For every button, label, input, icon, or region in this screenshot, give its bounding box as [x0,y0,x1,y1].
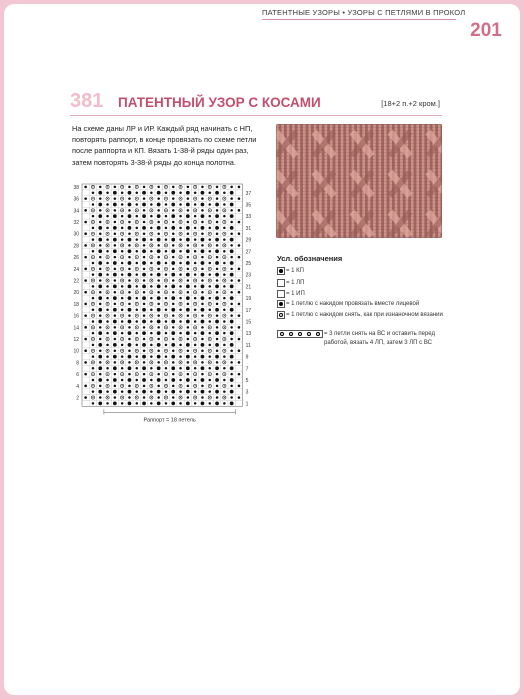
legend-title: Усл. обозначения [277,254,343,263]
purl-symbol-icon [277,267,285,275]
row-number: 11 [245,342,251,349]
yarn-over-knit-symbol-icon [277,300,285,308]
row-number: 23 [245,272,252,279]
row-number: 26 [73,255,79,262]
row-number: 32 [73,220,79,227]
row-number: 17 [245,307,252,314]
cable-cross-symbol-icon [277,330,323,338]
row-number: 10 [73,348,79,355]
row-number: 12 [73,337,79,344]
row-number: 30 [73,231,79,238]
repeat-label: Раппорт = 18 петель [143,417,196,424]
row-number: 20 [73,290,79,297]
row-number: 24 [73,266,79,273]
row-number: 15 [245,319,252,326]
knit-symbol-icon [277,279,285,287]
row-number: 4 [76,383,79,390]
legend-item: = 1 петлю с накидом провязать вместе лицевой [277,300,447,309]
page-number: 201 [470,20,502,41]
row-number: 35 [245,202,252,209]
row-number: 8 [76,360,79,367]
row-number: 14 [73,325,79,332]
running-header: ПАТЕНТНЫЕ УЗОРЫ • УЗОРЫ С ПЕТЛЯМИ В ПРОКОЛ [262,8,466,17]
pattern-number: 381 [70,90,104,112]
row-number: 29 [245,237,252,244]
row-number: 2 [76,395,79,402]
row-number: 31 [245,225,252,232]
row-number: 13 [245,331,252,338]
row-number: 16 [73,313,79,320]
yarn-over-slip-symbol-icon [277,311,285,319]
row-number: 7 [245,366,249,373]
row-number: 22 [73,278,79,285]
knit-texture-image [276,124,442,238]
row-number: 18 [73,301,79,308]
row-number: 36 [73,196,79,203]
row-number: 38 [73,184,79,191]
legend-item: = 1 КП [277,267,304,276]
legend-item: = 1 ИП [277,290,305,299]
header-rule [262,19,456,20]
row-number: 9 [245,354,249,361]
row-number: 3 [245,389,249,396]
row-number: 28 [73,243,79,250]
knit-sample-photo [276,124,442,238]
knitting-chart [70,183,270,433]
row-number: 34 [73,208,79,215]
row-number: 6 [76,372,79,379]
row-number: 27 [245,249,252,256]
row-number: 1 [245,401,249,408]
blank-symbol-icon [277,290,285,298]
row-number: 33 [245,214,252,221]
row-number: 19 [245,296,252,303]
pattern-title: ПАТЕНТНЫЙ УЗОР С КОСАМИ [118,95,321,110]
row-number: 37 [245,190,252,197]
pattern-description: На схеме даны ЛР и ИР. Каждый ряд начинать с НП, повторять раппорт, в конце провязать по схеме петли после раппорта и КП. Вязать 1-38-й ряды один раз, затем повторять 3-38-й ряды до конца полотна. [72,124,257,167]
legend-item: = 3 петли снять на ВС и оставить перед работой, вязать 4 ЛП, затем 3 ЛП с ВС [277,330,447,347]
stitch-count: [18+2 п.+2 кром.] [381,99,440,108]
chart-grid [70,183,270,428]
row-number: 5 [245,377,249,384]
row-number: 21 [245,284,252,291]
row-number: 25 [245,260,252,267]
legend-item: = 1 ЛП [277,279,304,288]
legend-item: = 1 петлю с накидом снять, как при изнаночном вязании [277,311,449,320]
title-rule [70,115,442,116]
